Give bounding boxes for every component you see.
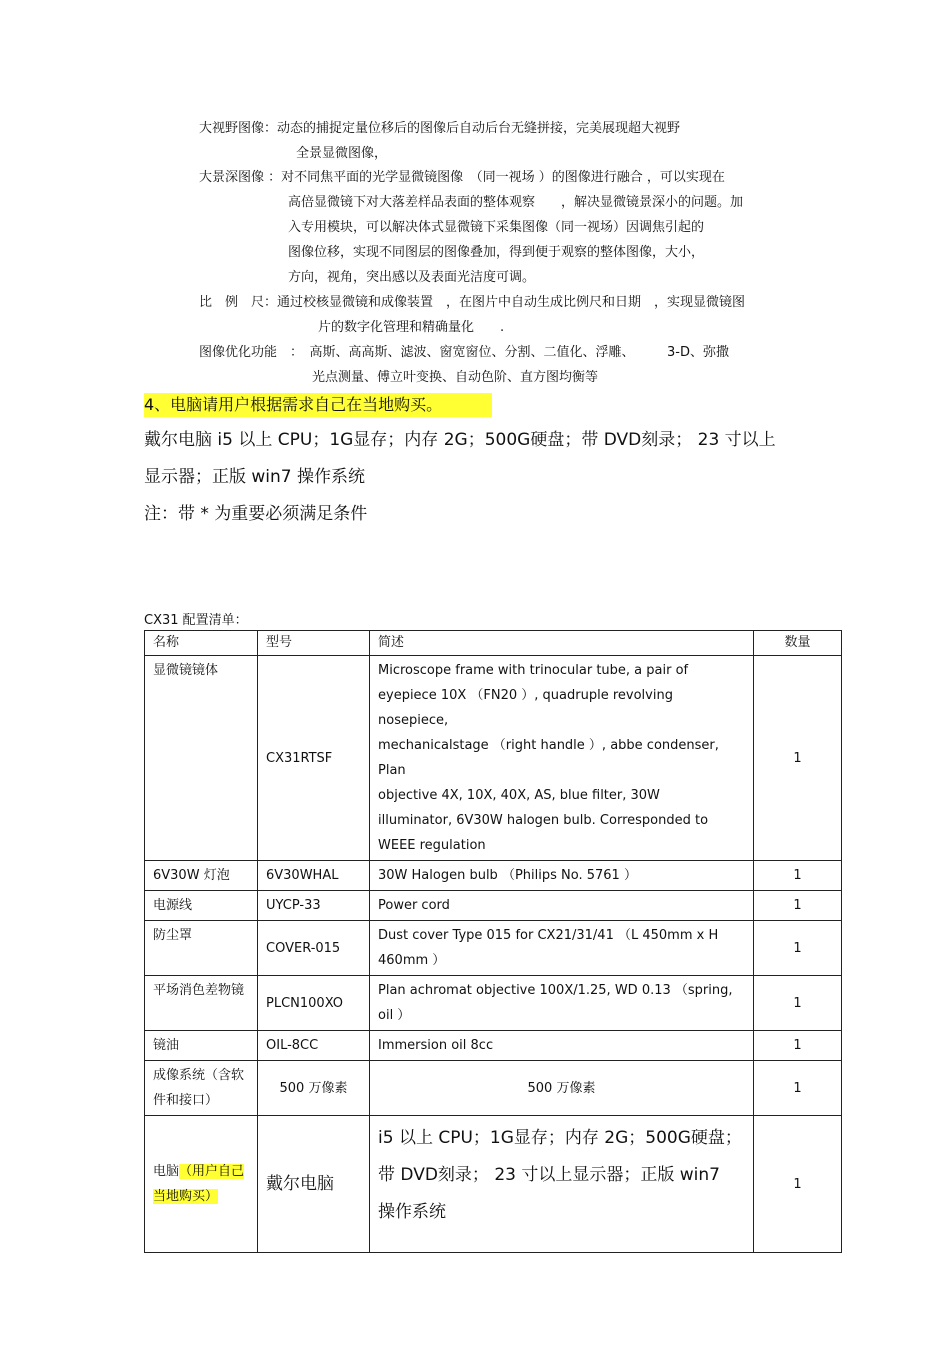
- table-row: [145, 976, 842, 1031]
- pc-spec-line-1: 戴尔电脑 i5 以上 CPU；1G显存；内存 2G；500G硬盘；带 DVD刻录； 23 寸以上: [144, 430, 776, 450]
- cell-name: 成像系统（含软件和接口）: [145, 1061, 258, 1116]
- cell-name-prefix: 电脑: [153, 1164, 180, 1179]
- cell-desc: [370, 921, 754, 976]
- desc-line: Dust cover Type 015 for CX21/31/41 （L 450mm x H: [378, 928, 719, 943]
- cell-qty: 1: [754, 656, 842, 861]
- cell-model: CX31RTSF: [258, 656, 370, 861]
- table-row: [145, 861, 842, 891]
- feature-line: 比 例 尺：通过校核显微镜和成像装置 ，在图片中自动生成比例尺和日期 ，实现显微镜图: [199, 295, 746, 310]
- cell-name: 平场消色差物镜: [145, 976, 258, 1031]
- desc-line: i5 以上 CPU；1G显存；内存 2G；500G硬盘；: [378, 1128, 742, 1148]
- cell-name: 电源线: [145, 891, 258, 921]
- feature-line: 方向，视角，突出感以及表面光洁度可调。: [288, 270, 536, 285]
- cell-desc: Immersion oil 8cc: [370, 1031, 754, 1061]
- cell-desc: [370, 1116, 754, 1253]
- section-4-heading: 4、电脑请用户根据需求自己在当地购买。: [144, 393, 492, 417]
- cell-model: OIL-8CC: [258, 1031, 370, 1061]
- desc-line: 带 DVD刻录； 23 寸以上显示器；正版 win7: [378, 1165, 720, 1185]
- table-row: [145, 1061, 842, 1116]
- table-row-pc: [145, 1116, 842, 1253]
- cell-qty: 1: [754, 861, 842, 891]
- config-table: [144, 630, 842, 1253]
- header-desc: 简述: [370, 631, 754, 656]
- desc-line: illuminator, 6V30W halogen bulb. Corresponded to: [378, 813, 709, 828]
- pc-spec-line-2: 显示器；正版 win7 操作系统: [144, 467, 366, 487]
- cell-name: 6V30W 灯泡: [145, 861, 258, 891]
- header-model: 型号: [258, 631, 370, 656]
- cell-name: 防尘罩: [145, 921, 258, 976]
- cell-qty: 1: [754, 1061, 842, 1116]
- table-row: [145, 1031, 842, 1061]
- desc-line: oil ）: [378, 1008, 411, 1023]
- table-row: [145, 891, 842, 921]
- table-header-row: [145, 631, 842, 656]
- table-title: CX31 配置清单：: [144, 613, 248, 628]
- feature-line: 光点测量、傅立叶变换、自动色阶、直方图均衡等: [312, 370, 599, 385]
- cell-qty: 1: [754, 1031, 842, 1061]
- cell-name: 镜油: [145, 1031, 258, 1061]
- feature-line: 大景深图像 ：对不同焦平面的光学显微镜图像 （同一视场 ）的图像进行融合 ，可以实现在: [199, 170, 725, 185]
- table-row: [145, 656, 842, 861]
- desc-line: objective 4X, 10X, 40X, AS, blue filter, 30W: [378, 788, 660, 803]
- cell-model: 戴尔电脑: [258, 1116, 370, 1253]
- desc-line: WEEE regulation: [378, 838, 486, 853]
- cell-qty: 1: [754, 891, 842, 921]
- cell-model: COVER-015: [258, 921, 370, 976]
- cell-desc: [370, 656, 754, 861]
- cell-model: UYCP-33: [258, 891, 370, 921]
- header-qty: 数量: [754, 631, 842, 656]
- cell-desc: 30W Halogen bulb （Philips No. 5761 ）: [370, 861, 754, 891]
- feature-line: 片的数字化管理和精确量化 .: [318, 320, 505, 335]
- feature-line: 全景显微图像，: [296, 146, 388, 161]
- feature-line: 图像位移，实现不同图层的图像叠加，得到便于观察的整体图像，大小，: [288, 245, 705, 260]
- desc-line: 460mm ）: [378, 953, 446, 968]
- cell-model: 500 万像素: [258, 1061, 370, 1116]
- feature-line: 大视野图像：动态的捕捉定量位移后的图像后自动后台无缝拼接，完美展现超大视野: [199, 121, 681, 136]
- feature-line: 图像优化功能 ： 高斯、高高斯、滤波、窗宽窗位、分割、二值化、浮雕、 3-D、弥撒: [199, 345, 729, 360]
- desc-line: 操作系统: [378, 1202, 446, 1222]
- desc-line: mechanicalstage （right handle ）, abbe condenser, Plan: [378, 738, 719, 778]
- cell-qty: 1: [754, 976, 842, 1031]
- cell-desc: [370, 976, 754, 1031]
- feature-line: 高倍显微镜下对大落差样品表面的整体观察 ，解决显微镜景深小的问题。加: [288, 195, 744, 210]
- cell-desc: 500 万像素: [370, 1061, 754, 1116]
- header-name: 名称: [145, 631, 258, 656]
- cell-name: [145, 1116, 258, 1253]
- feature-line: 入专用模块，可以解决体式显微镜下采集图像（同一视场）因调焦引起的: [288, 220, 705, 235]
- desc-line: Microscope frame with trinocular tube, a pair of: [378, 663, 689, 678]
- cell-desc: Power cord: [370, 891, 754, 921]
- cell-qty: 1: [754, 1116, 842, 1253]
- table-row: [145, 921, 842, 976]
- cell-name-highlight: （用户自己当地购买）: [153, 1164, 245, 1204]
- note: 注：带 * 为重要必须满足条件: [144, 504, 368, 524]
- desc-line: eyepiece 10X （FN20 ）, quadruple revolving nosepiece,: [378, 688, 673, 728]
- cell-name: 显微镜镜体: [145, 656, 258, 861]
- desc-line: Plan achromat objective 100X/1.25, WD 0.13 （spring,: [378, 983, 733, 998]
- cell-qty: 1: [754, 921, 842, 976]
- cell-model: PLCN100XO: [258, 976, 370, 1031]
- cell-model: 6V30WHAL: [258, 861, 370, 891]
